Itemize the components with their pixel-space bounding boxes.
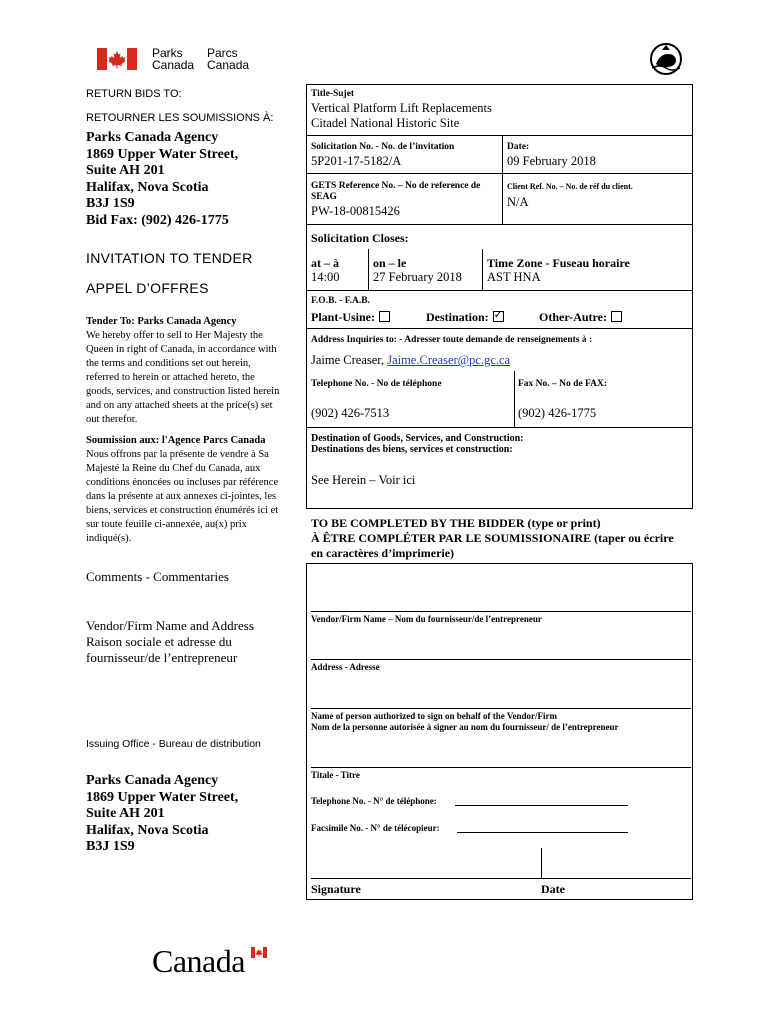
solicitation-closes-label: Solicitation Closes: bbox=[311, 231, 409, 245]
tender-to-paragraph bbox=[86, 315, 301, 427]
signature-date-label: Date bbox=[541, 882, 565, 896]
vendor-name-input-line[interactable] bbox=[311, 611, 691, 612]
bidder-heading-fr: en caractères d’imprimerie) bbox=[311, 546, 455, 560]
parks-canada-beaver-icon bbox=[648, 42, 684, 76]
logo-fr-line1: Parcs bbox=[207, 46, 238, 60]
return-address-line: Halifax, Nova Scotia bbox=[86, 179, 209, 195]
authorized-label-line: Nom de la personne autorisée à signer au nom du fournisseur/ de l’entrepreneur bbox=[311, 722, 619, 732]
closing-on-label: on – le bbox=[373, 256, 407, 270]
authorized-person-input-line[interactable] bbox=[311, 708, 691, 709]
closing-date-value: 27 February 2018 bbox=[373, 270, 462, 284]
bidder-title-label: Titale - Titre bbox=[311, 770, 360, 780]
signature-input-line[interactable] bbox=[311, 878, 691, 879]
canada-flag-icon bbox=[97, 48, 137, 70]
vendor-label-line: fournisseur/de l’entrepreneur bbox=[86, 650, 238, 665]
return-address-line: Parks Canada Agency bbox=[86, 130, 219, 145]
bidder-heading bbox=[311, 516, 674, 561]
divider bbox=[514, 371, 515, 427]
paragraph-line: the terms and conditions set out herein, bbox=[86, 358, 251, 369]
gets-label-line: GETS Reference No. – No de reference de bbox=[311, 181, 481, 191]
return-address-line: Suite AH 201 bbox=[86, 163, 165, 178]
return-bids-label: RETURN BIDS TO: bbox=[86, 88, 182, 100]
logo-fr-line2: Canada bbox=[207, 58, 250, 72]
plant-usine-checkbox[interactable] bbox=[379, 311, 390, 322]
closing-time-value: 14:00 bbox=[311, 270, 340, 284]
issuing-address-line: Parks Canada Agency bbox=[86, 773, 219, 788]
logo-fr bbox=[207, 47, 249, 71]
contact-email-link[interactable]: Jaime.Creaser@pc.gc.ca bbox=[387, 353, 511, 367]
plant-usine-label: Plant-Usine: bbox=[311, 310, 375, 324]
paragraph-line: Queen in right of Canada, in accordance with bbox=[86, 344, 277, 355]
vendor-label-line: Vendor/Firm Name and Address bbox=[86, 618, 254, 633]
contact-name: Jaime Creaser, bbox=[311, 353, 388, 367]
wordmark-flag-icon bbox=[251, 947, 267, 958]
solicitation-no-label: Solicitation No. - No. de l’invitation bbox=[311, 142, 455, 152]
date-label: Date: bbox=[507, 142, 530, 152]
issuing-address bbox=[86, 773, 238, 856]
bidder-phone-input-line[interactable] bbox=[455, 805, 628, 806]
destination-goods-label-line: Destination of Goods, Services, and Construction: bbox=[311, 433, 524, 444]
divider bbox=[306, 427, 693, 428]
canada-wordmark: Canada bbox=[152, 943, 245, 979]
address-input-line[interactable] bbox=[311, 659, 691, 660]
vendor-label-line: Raison sociale et adresse du bbox=[86, 634, 232, 649]
bid-fax-line: Bid Fax: (902) 426-1775 bbox=[86, 212, 229, 228]
authorized-person-label bbox=[311, 711, 619, 733]
issuing-office-label: Issuing Office - Bureau de distribution bbox=[86, 738, 261, 750]
paragraph-line: Nous offrons par la présente de vendre à Sa bbox=[86, 449, 269, 460]
destination-checkbox[interactable] bbox=[493, 311, 504, 322]
issuing-address-line: B3J 1S9 bbox=[86, 839, 135, 854]
issuing-address-line: Halifax, Nova Scotia bbox=[86, 822, 209, 838]
logo-en-line2: Canada bbox=[152, 58, 195, 72]
date-value: 09 February 2018 bbox=[507, 154, 596, 168]
time-zone-value: AST HNA bbox=[487, 270, 541, 284]
bidder-fax-label: Facsimile No. - N° de télécopieur: bbox=[311, 823, 440, 833]
soumission-heading: Soumission aux: l'Agence Parcs Canada bbox=[86, 435, 266, 446]
fax-label: Fax No. – No de FAX: bbox=[518, 379, 608, 389]
other-autre-option bbox=[539, 310, 622, 324]
time-zone-label: Time Zone - Fuseau horaire bbox=[487, 256, 630, 270]
paragraph-line: sur toute feuille ci-annexée, au(x) prix bbox=[86, 519, 247, 530]
gets-reference-value: PW-18-00815426 bbox=[311, 204, 400, 218]
title-value-line: Vertical Platform Lift Replacements bbox=[311, 101, 492, 115]
paragraph-line: biens, services et construction énumérés ici et bbox=[86, 505, 279, 516]
address-label: Address - Adresse bbox=[311, 662, 380, 672]
fob-label: F.O.B. - F.A.B. bbox=[311, 296, 370, 306]
paragraph-line: Majesté la Reine du Chef du Canada, aux bbox=[86, 463, 261, 474]
destination-label: Destination: bbox=[426, 310, 489, 324]
paragraph-line: referred to herein or attached hereto, the bbox=[86, 372, 255, 383]
title-input-line[interactable] bbox=[311, 767, 691, 768]
destination-goods-label bbox=[311, 433, 524, 455]
telephone-label: Telephone No. - No de téléphone bbox=[311, 379, 442, 389]
destination-option bbox=[426, 310, 504, 324]
invitation-to-tender-heading: INVITATION TO TENDER bbox=[86, 250, 253, 266]
title-value bbox=[311, 101, 492, 131]
signature-label: Signature bbox=[311, 882, 361, 896]
divider bbox=[306, 328, 693, 329]
fax-value: (902) 426-1775 bbox=[518, 406, 597, 420]
paragraph-line: indiqué(s). bbox=[86, 533, 132, 544]
destination-goods-label-line: Destinations des biens, services et construction: bbox=[311, 444, 513, 455]
return-address-line: B3J 1S9 bbox=[86, 196, 135, 211]
bidder-heading-en: TO BE COMPLETED BY THE BIDDER (type or print) bbox=[311, 516, 601, 530]
contact-line bbox=[311, 353, 510, 368]
gets-reference-label bbox=[311, 181, 499, 203]
tender-to-heading: Tender To: Parks Canada Agency bbox=[86, 316, 237, 327]
paragraph-line: conditions énoncées ou incluses par référence bbox=[86, 477, 279, 488]
bidder-fax-input-line[interactable] bbox=[457, 832, 628, 833]
address-inquiries-label: Address Inquiries to: - Adresser toute demande de renseignements à : bbox=[311, 335, 593, 345]
solicitation-no-value: 5P201-17-5182/A bbox=[311, 154, 402, 168]
destination-goods-value: See Herein – Voir ici bbox=[311, 473, 416, 487]
comments-label: Comments - Commentaries bbox=[86, 569, 229, 584]
closing-at-label: at – à bbox=[311, 256, 339, 270]
client-ref-label: Client Ref. No. – No. de réf du client. bbox=[507, 182, 633, 191]
bidder-phone-label: Telephone No. - N° de téléphone: bbox=[311, 796, 437, 806]
logo-en bbox=[152, 47, 194, 71]
return-bids-label-fr: RETOURNER LES SOUMISSIONS À: bbox=[86, 112, 274, 124]
client-ref-value: N/A bbox=[507, 195, 529, 209]
gets-label-line: SEAG bbox=[311, 192, 337, 202]
other-autre-checkbox[interactable] bbox=[611, 311, 622, 322]
title-value-line: Citadel National Historic Site bbox=[311, 116, 460, 130]
issuing-address-line: Suite AH 201 bbox=[86, 806, 165, 821]
other-autre-label: Other-Autre: bbox=[539, 310, 607, 324]
return-address bbox=[86, 130, 238, 229]
issuing-address-line: 1869 Upper Water Street, bbox=[86, 789, 239, 805]
telephone-value: (902) 426-7513 bbox=[311, 406, 390, 420]
authorized-label-line: Name of person authorized to sign on behalf of the Vendor/Firm bbox=[311, 711, 557, 721]
vendor-name-label: Vendor/Firm Name – Nom du fournisseur/de l’entrepreneur bbox=[311, 614, 542, 624]
plant-usine-option bbox=[311, 310, 390, 324]
paragraph-line: goods, services, and construction listed herein bbox=[86, 386, 280, 397]
paragraph-line: dans la présente at aux annexes ci-jointes, les bbox=[86, 491, 277, 502]
logo-en-line1: Parks bbox=[152, 46, 183, 60]
paragraph-line: out therefor. bbox=[86, 414, 138, 425]
divider bbox=[306, 224, 693, 225]
divider bbox=[306, 290, 693, 291]
bidder-heading-fr: À ÊTRE COMPLÉTER PAR LE SOUMISSIONAIRE (taper ou écrire bbox=[311, 531, 674, 545]
divider bbox=[502, 135, 503, 224]
appel-doffres-heading: APPEL D’OFFRES bbox=[86, 280, 209, 296]
paragraph-line: and on any attached sheets at the price(s) set bbox=[86, 400, 273, 411]
soumission-paragraph bbox=[86, 434, 301, 546]
title-label: Title-Sujet bbox=[311, 89, 355, 99]
divider bbox=[482, 249, 483, 290]
signature-date-divider bbox=[541, 848, 542, 878]
divider bbox=[306, 173, 693, 174]
return-address-line: 1869 Upper Water Street, bbox=[86, 146, 239, 162]
vendor-firm-label bbox=[86, 618, 254, 666]
paragraph-line: We hereby offer to sell to Her Majesty the bbox=[86, 330, 263, 341]
divider bbox=[368, 249, 369, 290]
divider bbox=[306, 135, 693, 136]
